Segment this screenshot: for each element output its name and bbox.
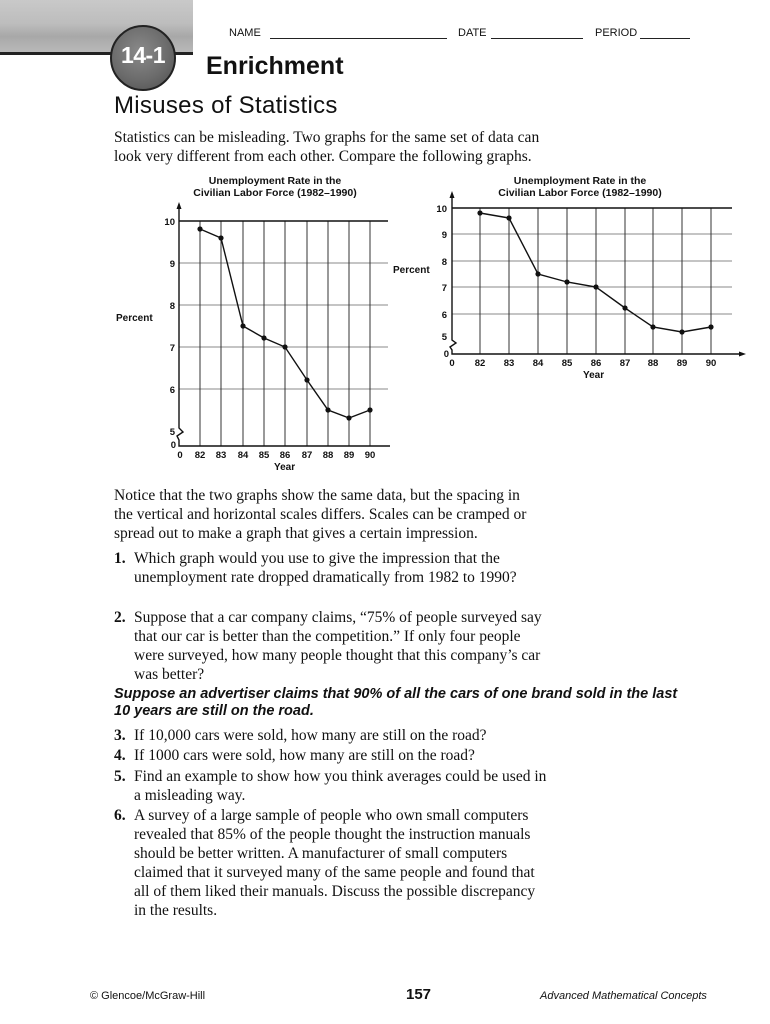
intro-line: Statistics can be misleading. Two graphs for the same set of data can <box>114 129 540 146</box>
chart2-ylabel: Percent <box>393 265 430 276</box>
name-label: NAME <box>229 27 261 39</box>
chart2-title <box>475 175 685 199</box>
svg-text:83: 83 <box>503 358 515 369</box>
question-line: in the results. <box>134 902 218 919</box>
question-3 <box>114 726 714 745</box>
svg-text:0: 0 <box>449 358 455 369</box>
chart1-ylabel: Percent <box>116 313 153 324</box>
footer-book-title: Advanced Mathematical Concepts <box>540 990 707 1002</box>
svg-text:0: 0 <box>177 450 183 461</box>
svg-text:84: 84 <box>237 450 249 461</box>
notice-line: the vertical and horizontal scales differs. Scales can be cramped or <box>114 506 527 523</box>
question-5 <box>114 767 714 805</box>
svg-text:86: 86 <box>590 358 602 369</box>
question-line: a misleading way. <box>134 787 246 804</box>
svg-text:84: 84 <box>532 358 544 369</box>
question-number: 3. <box>114 727 126 744</box>
question-line: were surveyed, how many people thought that this company’s car <box>134 647 541 664</box>
notice-line: Notice that the two graphs show the same data, but the spacing in <box>114 487 520 504</box>
question-line: Find an example to show how you think averages could be used in <box>134 768 547 785</box>
question-number: 4. <box>114 747 126 764</box>
chart2-title-line: Unemployment Rate in the <box>513 175 647 187</box>
svg-text:86: 86 <box>279 450 291 461</box>
question-line: all of them liked their manuals. Discuss the possible discrepancy <box>134 883 536 900</box>
svg-text:0: 0 <box>170 440 176 451</box>
notice-paragraph <box>114 486 526 543</box>
svg-text:7: 7 <box>169 343 175 354</box>
svg-text:9: 9 <box>169 259 175 270</box>
question-6 <box>114 806 714 920</box>
svg-text:88: 88 <box>322 450 334 461</box>
chart2-plot <box>436 191 746 369</box>
question-line: If 1000 cars were sold, how many are still on the road? <box>134 747 475 764</box>
svg-text:10: 10 <box>436 204 447 215</box>
chart2-title-line: Civilian Labor Force (1982–1990) <box>498 187 662 199</box>
svg-text:7: 7 <box>441 283 447 294</box>
question-line: that our car is better than the competition.” If only four people <box>134 628 521 645</box>
question-number: 5. <box>114 768 126 785</box>
svg-text:10: 10 <box>164 217 175 228</box>
question-line: If 10,000 cars were sold, how many are still on the road? <box>134 727 487 744</box>
question-number: 1. <box>114 550 126 567</box>
period-label: PERIOD <box>595 27 638 39</box>
svg-text:89: 89 <box>676 358 688 369</box>
question-line: Which graph would you use to give the impression that the <box>134 550 500 567</box>
page-subtitle: Misuses of Statistics <box>114 92 338 119</box>
svg-text:90: 90 <box>364 450 376 461</box>
page-number: 157 <box>406 986 432 1003</box>
svg-text:87: 87 <box>619 358 631 369</box>
prompt-line: 10 years are still on the road. <box>114 703 314 719</box>
chart2-xlabel: Year <box>583 370 605 381</box>
svg-text:85: 85 <box>258 450 270 461</box>
svg-text:5: 5 <box>169 427 175 438</box>
question-2 <box>114 608 714 684</box>
intro-line: look very different from each other. Compare the following graphs. <box>114 148 532 165</box>
svg-text:9: 9 <box>441 230 447 241</box>
question-number: 2. <box>114 609 126 626</box>
svg-text:82: 82 <box>474 358 486 369</box>
svg-text:88: 88 <box>647 358 659 369</box>
question-number: 6. <box>114 807 126 824</box>
svg-text:6: 6 <box>441 310 447 321</box>
question-line: unemployment rate dropped dramatically from 1982 to 1990? <box>134 569 517 586</box>
svg-text:6: 6 <box>169 385 175 396</box>
chart1-plot <box>164 202 390 461</box>
svg-text:83: 83 <box>215 450 227 461</box>
question-line: revealed that 85% of the people thought the instruction manuals <box>134 826 531 843</box>
date-label: DATE <box>458 27 487 39</box>
chart1-xlabel: Year <box>274 462 296 473</box>
chart1-title-line: Unemployment Rate in the <box>208 175 342 187</box>
question-line: Suppose that a car company claims, “75% of people surveyed say <box>134 609 542 626</box>
page-title: Enrichment <box>206 52 344 80</box>
svg-text:90: 90 <box>705 358 717 369</box>
svg-text:0: 0 <box>443 349 449 360</box>
svg-text:89: 89 <box>343 450 355 461</box>
question-line: claimed that it surveyed many of the same people and found that <box>134 864 535 881</box>
svg-text:87: 87 <box>301 450 313 461</box>
svg-text:82: 82 <box>194 450 206 461</box>
advertiser-prompt <box>114 686 677 720</box>
svg-text:8: 8 <box>169 301 175 312</box>
question-4 <box>114 746 714 765</box>
question-line: should be better written. A manufacturer of small computers <box>134 845 508 862</box>
question-line: A survey of a large sample of people who own small computers <box>134 807 529 824</box>
svg-text:85: 85 <box>561 358 573 369</box>
question-line: was better? <box>134 666 205 683</box>
svg-text:5: 5 <box>441 332 447 343</box>
svg-text:8: 8 <box>441 257 447 268</box>
chart1-title-line: Civilian Labor Force (1982–1990) <box>193 187 357 199</box>
notice-line: spread out to make a graph that gives a certain impression. <box>114 525 478 542</box>
question-1 <box>114 549 714 587</box>
lesson-badge-number: 14-1 <box>120 42 166 68</box>
prompt-line: Suppose an advertiser claims that 90% of all the cars of one brand sold in the last <box>114 686 678 702</box>
footer-copyright: © Glencoe/McGraw-Hill <box>90 990 206 1002</box>
